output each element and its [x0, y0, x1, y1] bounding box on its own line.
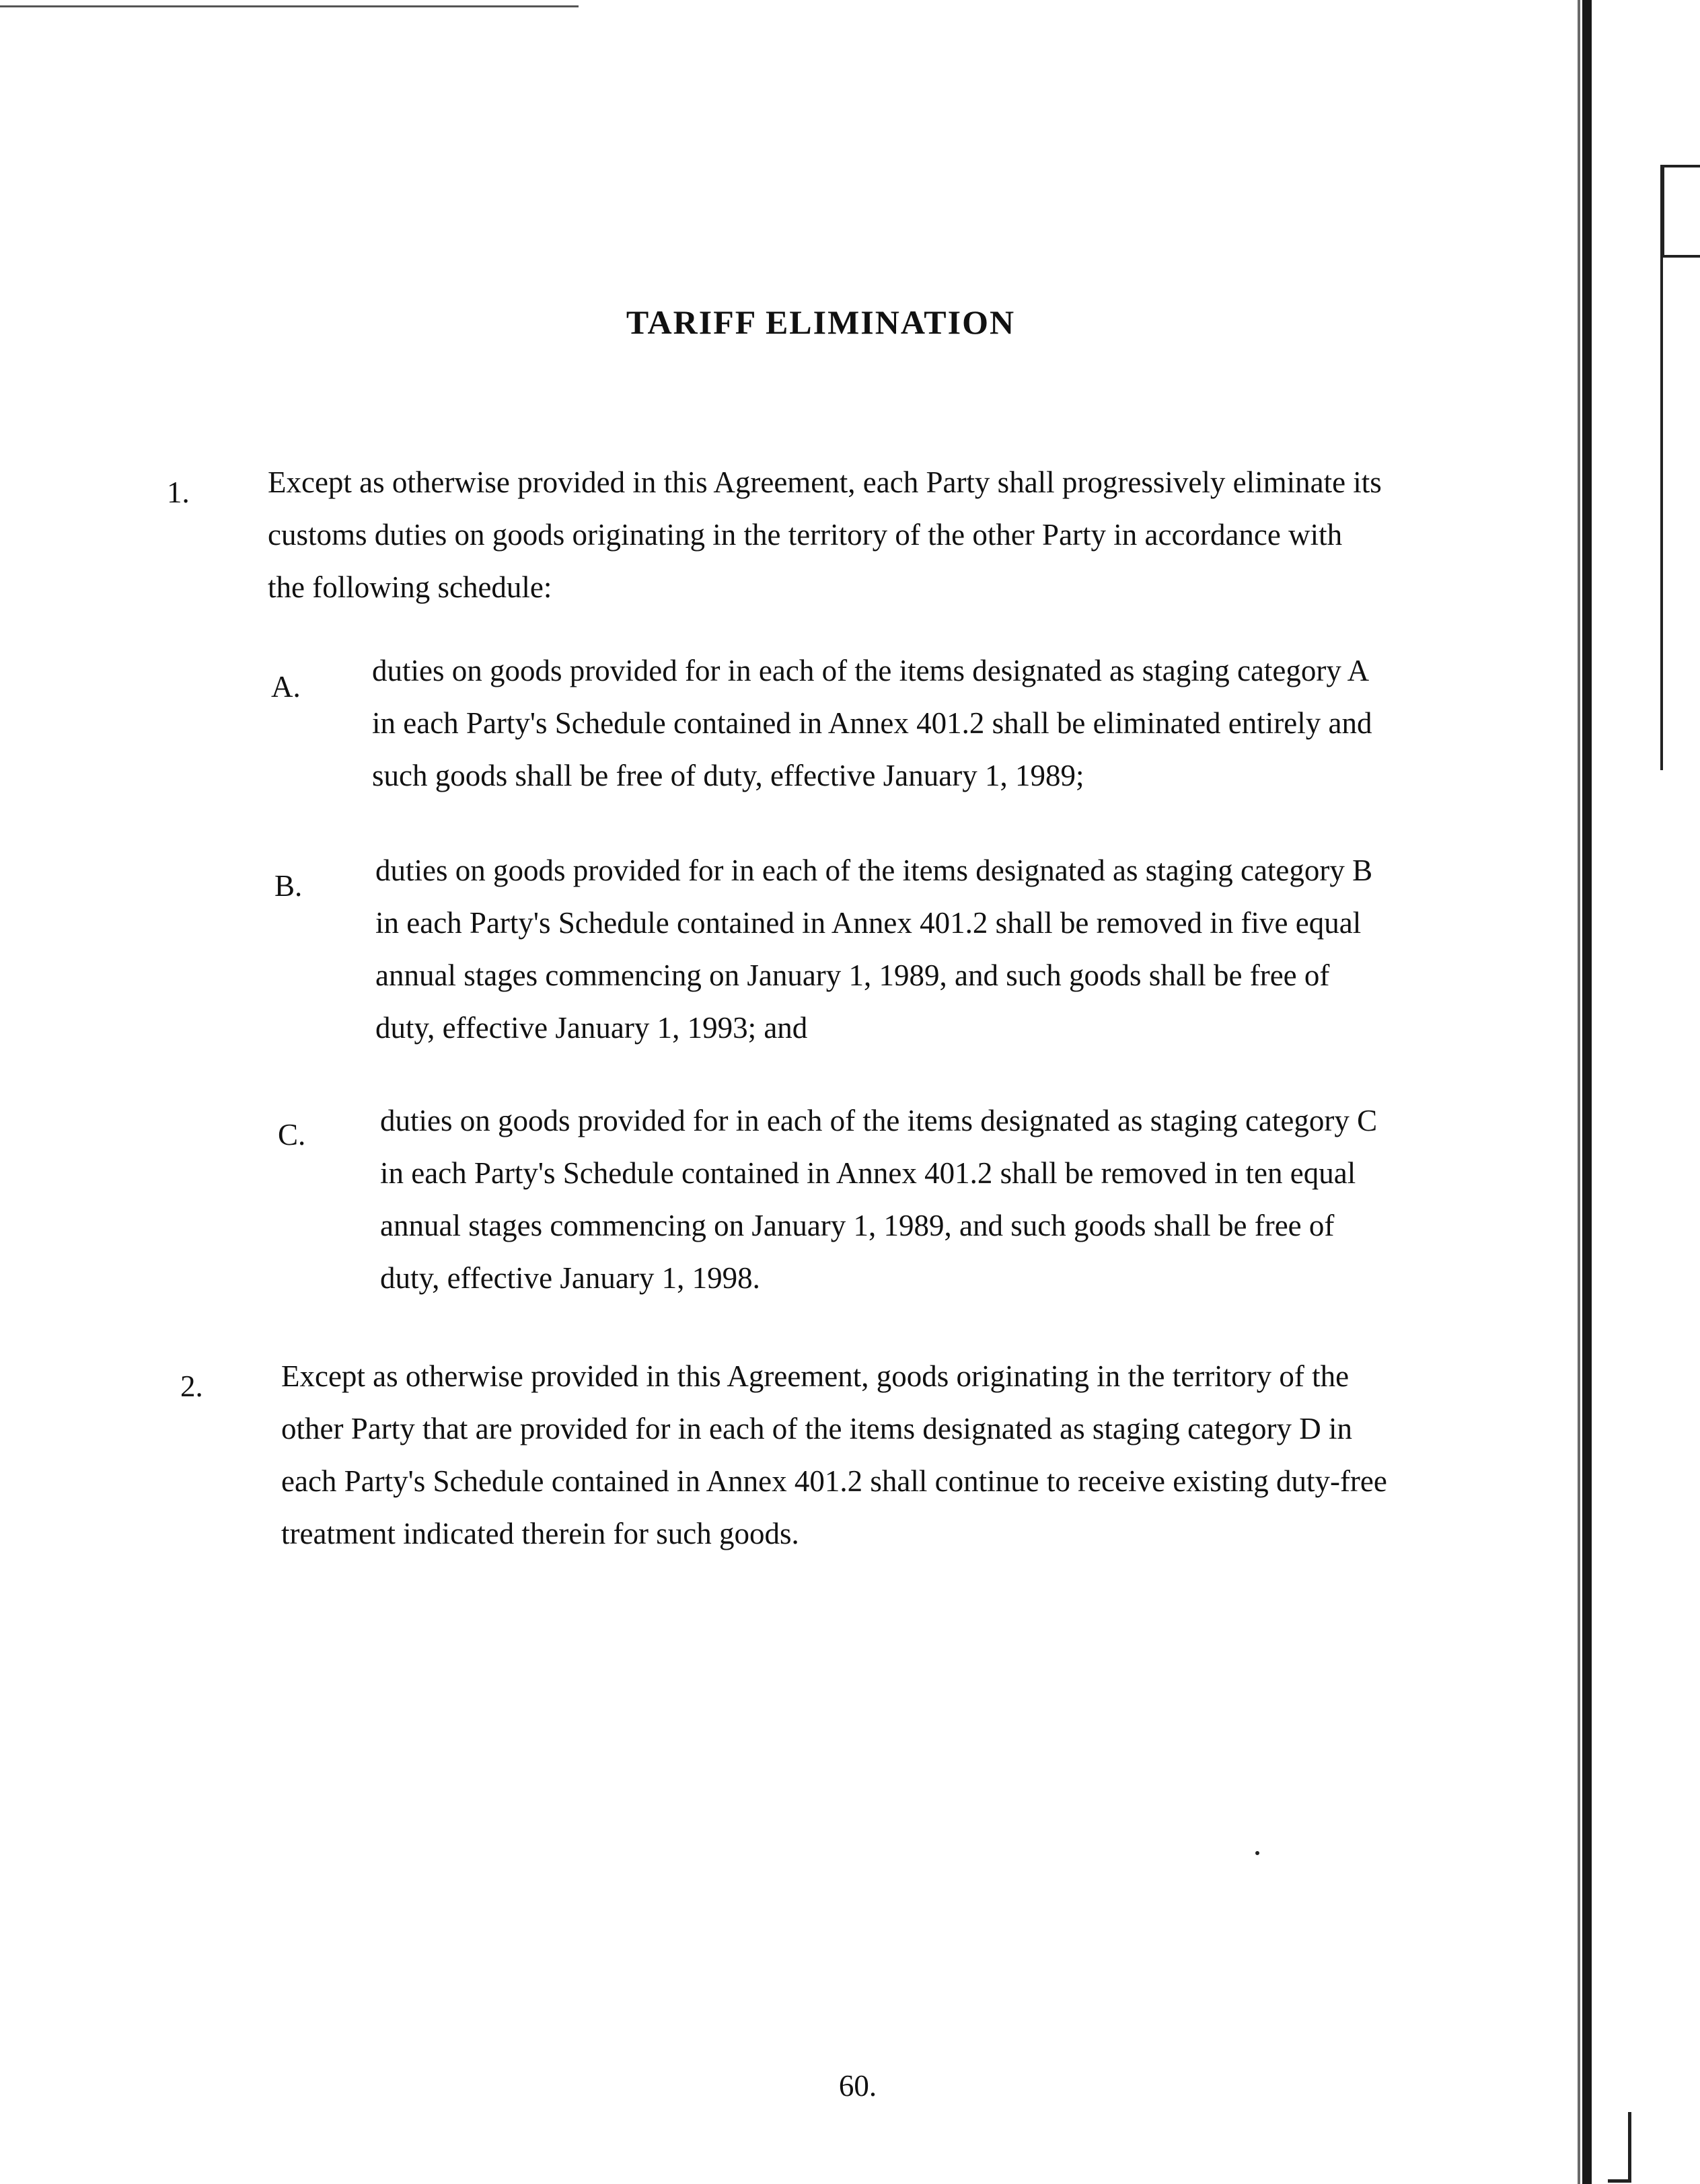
item-a: [372, 644, 1502, 802]
paragraph-1-line: customs duties on goods originating in the territory of the other Party in accordance with: [268, 518, 1343, 552]
document-title: TARIFF ELIMINATION: [626, 303, 1016, 341]
paragraph-2-line: treatment indicated therein for such goods.: [281, 1517, 799, 1550]
item-c-line: annual stages commencing on January 1, 1989, and such goods shall be free of: [380, 1209, 1335, 1242]
item-c-line: duties on goods provided for in each of the items designated as staging category C: [380, 1104, 1378, 1137]
item-c-label: C.: [278, 1118, 306, 1152]
paragraph-1-number: 1.: [167, 476, 190, 509]
item-c-line: in each Party's Schedule contained in Annex 401.2 shall be removed in ten equal: [380, 1156, 1356, 1190]
item-a-label: A.: [271, 670, 301, 704]
scan-speck: [1255, 1851, 1259, 1855]
scan-edge-line: [0, 5, 579, 7]
item-b: [375, 844, 1506, 1054]
paragraph-2-line: each Party's Schedule contained in Annex 401.2 shall continue to receive existing duty-free: [281, 1464, 1387, 1498]
item-a-line: duties on goods provided for in each of the items designated as staging category A: [372, 654, 1370, 687]
item-b-line: annual stages commencing on January 1, 1989, and such goods shall be free of: [375, 958, 1330, 992]
item-c: [380, 1094, 1510, 1304]
paragraph-2: [281, 1350, 1512, 1560]
item-a-line: in each Party's Schedule contained in Annex 401.2 shall be eliminated entirely and: [372, 706, 1372, 740]
item-a-line: such goods shall be free of duty, effective January 1, 1989;: [372, 759, 1084, 792]
item-b-label: B.: [274, 869, 303, 903]
paragraph-1-line: the following schedule:: [268, 570, 552, 604]
paragraph-2-number: 2.: [180, 1369, 203, 1403]
scan-adjacent-page-box: [1662, 165, 1700, 258]
paragraph-2-line: Except as otherwise provided in this Agreement, goods originating in the territory of the: [281, 1359, 1350, 1393]
paragraph-1: [268, 456, 1499, 613]
scan-corner-mark: [1608, 2112, 1631, 2183]
item-c-line: duty, effective January 1, 1998.: [380, 1261, 760, 1295]
item-b-line: duty, effective January 1, 1993; and: [375, 1011, 808, 1045]
page-number: 60.: [838, 2069, 877, 2103]
paragraph-1-line: Except as otherwise provided in this Agreement, each Party shall progressively eliminate its: [268, 465, 1382, 499]
item-b-line: duties on goods provided for in each of the items designated as staging category B: [375, 854, 1373, 887]
paragraph-2-line: other Party that are provided for in each of the items designated as staging category D in: [281, 1412, 1352, 1445]
item-b-line: in each Party's Schedule contained in Annex 401.2 shall be removed in five equal: [375, 906, 1362, 940]
